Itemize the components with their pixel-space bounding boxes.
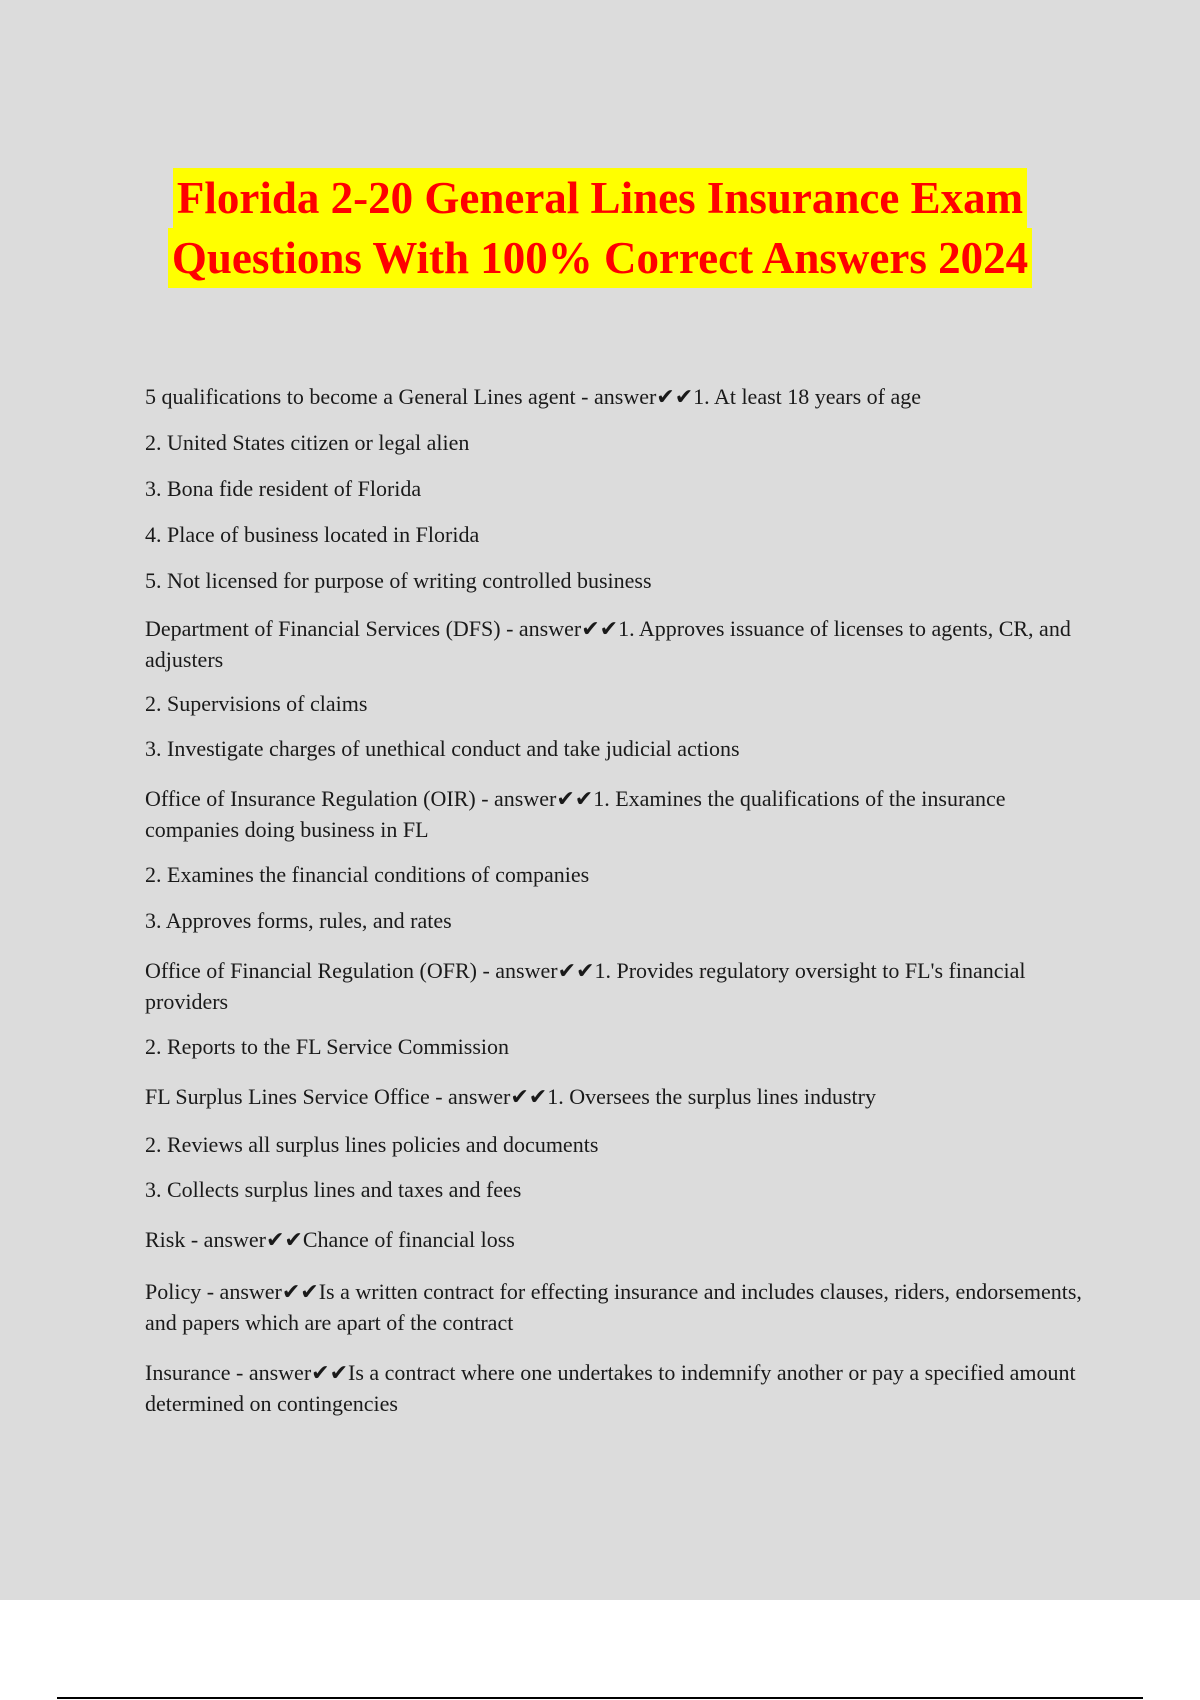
paragraph: 3. Bona fide resident of Florida <box>145 476 422 501</box>
title-line-2: Questions With 100% Correct Answers 2024 <box>168 228 1032 288</box>
paragraph: Insurance - answer✔✔Is a contract where one undertakes to indemnify another or pay a specified amount determined on contingencies <box>145 1360 1076 1416</box>
paragraph: 2. Reviews all surplus lines policies and documents <box>145 1132 599 1157</box>
title-line-1: Florida 2-20 General Lines Insurance Exam <box>173 168 1027 228</box>
paragraph: Department of Financial Services (DFS) - answer✔✔1. Approves issuance of licenses to agents, CR, and adjusters <box>145 616 1071 672</box>
paragraph: 5 qualifications to become a General Lines agent - answer✔✔1. At least 18 years of age <box>145 384 922 409</box>
paragraph: 2. Supervisions of claims <box>145 691 368 716</box>
paragraph: Risk - answer✔✔Chance of financial loss <box>145 1227 515 1252</box>
document-title <box>0 168 1200 288</box>
paragraph: 2. Examines the financial conditions of companies <box>145 862 590 887</box>
page-divider <box>57 1697 1143 1699</box>
paragraph: FL Surplus Lines Service Office - answer✔✔1. Oversees the surplus lines industry <box>145 1084 876 1109</box>
paragraph: Office of Insurance Regulation (OIR) - answer✔✔1. Examines the qualifications of the insurance companies doing business in FL <box>145 786 1006 842</box>
paragraph: 3. Investigate charges of unethical conduct and take judicial actions <box>145 736 740 761</box>
paragraph: Policy - answer✔✔Is a written contract for effecting insurance and includes clauses, riders, endorsements, and papers which are apart of the contract <box>145 1279 1082 1335</box>
paragraph: 5. Not licensed for purpose of writing controlled business <box>145 568 652 593</box>
paragraph: 2. Reports to the FL Service Commission <box>145 1034 509 1059</box>
paragraph: 2. United States citizen or legal alien <box>145 430 470 455</box>
paragraph: 3. Approves forms, rules, and rates <box>145 908 452 933</box>
question-answer-list <box>145 381 1095 1419</box>
paragraph: 4. Place of business located in Florida <box>145 522 480 547</box>
paragraph: 3. Collects surplus lines and taxes and fees <box>145 1177 522 1202</box>
paragraph: Office of Financial Regulation (OFR) - answer✔✔1. Provides regulatory oversight to FL's financial providers <box>145 958 1026 1014</box>
